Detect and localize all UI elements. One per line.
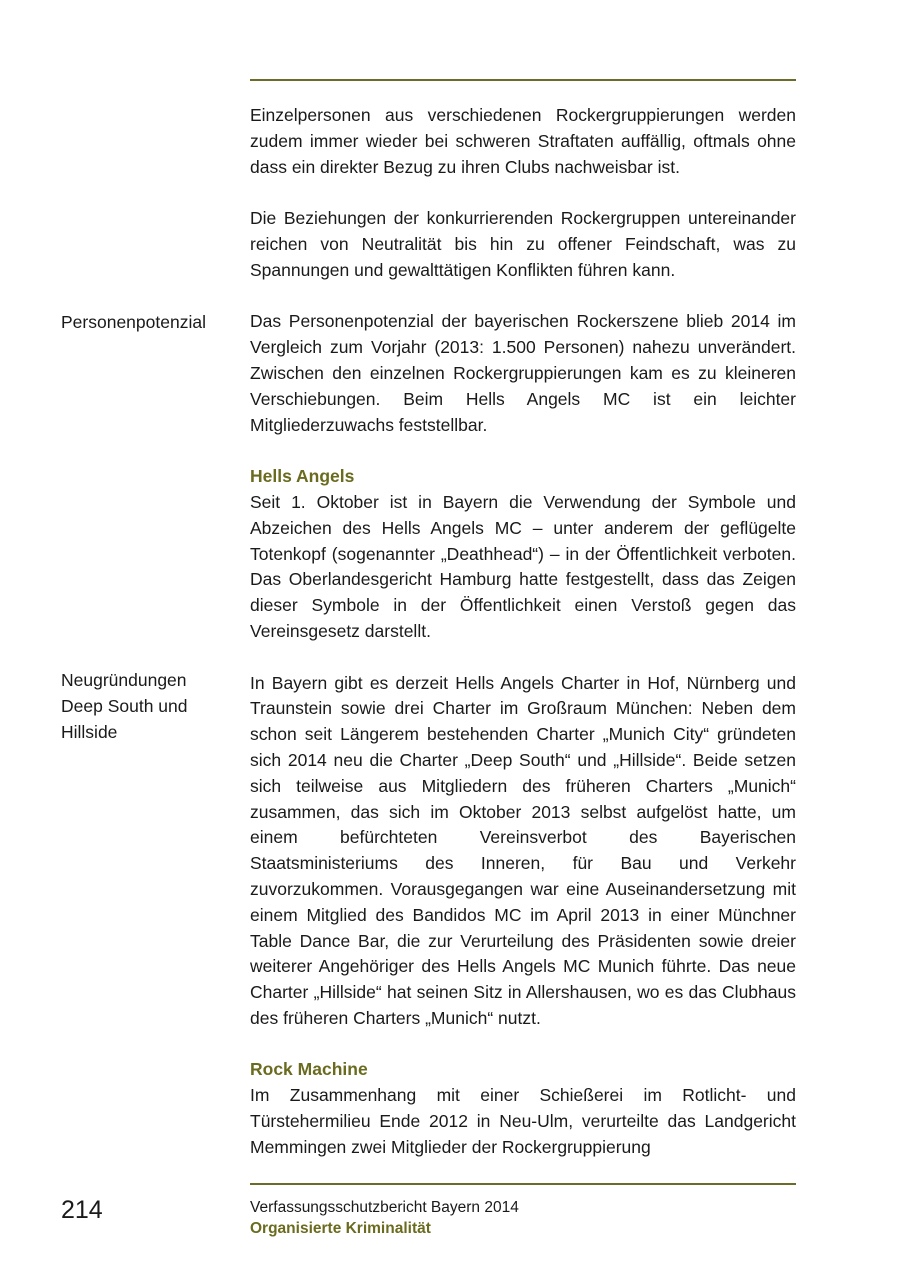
top-rule (250, 79, 796, 81)
paragraph: Einzelpersonen aus verschiedenen Rockergruppierungen werden zudem immer wieder bei schweren Straftaten auffällig, oftmals ohne dass ein direkter Bezug zu ihren Clubs nachweisbar ist. (250, 105, 796, 177)
margin-label-neugruendungen (61, 668, 236, 745)
paragraph-personenpotenzial: Das Personenpotenzial der bayerischen Rockerszene blieb 2014 im Vergleich zum Vorjahr (2013: 1.500 Personen) nahezu unverändert. Zwischen den einzelnen Rockergruppierungen kam es zu kleineren Verschiebungen. Beim Hells Angels MC ist ein leichter Mitgliederzuwachs feststellbar. (250, 311, 796, 435)
footer-report-title: Verfassungsschutzbericht Bayern 2014 (250, 1199, 519, 1216)
heading-hells-angels: Hells Angels (250, 466, 355, 487)
margin-label-line: Deep South und (61, 695, 188, 716)
paragraph: Die Beziehungen der konkurrierenden Rockergruppen untereinander reichen von Neutralität bis hin zu offener Feindschaft, was zu Spannungen und gewalttätigen Konflikten führen kann. (250, 208, 796, 280)
heading-rock-machine: Rock Machine (250, 1059, 368, 1080)
paragraph-neugruendungen: In Bayern gibt es derzeit Hells Angels Charter in Hof, Nürnberg und Traunstein sowie drei Charter im Großraum München: Neben dem schon seit Längerem bestehenden Charter „Munich City“ gründeten sich 2014 neu die Charter „Deep South“ und „Hillside“. Beide setzen sich teilweise aus Mitgliedern des früheren Charters „Munich“ zusammen, das sich im Oktober 2013 selbst aufgelöst hatte, um einem befürchteten Vereinsverbot des Bayerischen Staatsministeriums des Inneren, für Bau und Verkehr zuvorzukommen. Vorausgegangen war eine Auseinandersetzung mit einem Mitglied des Bandidos MC im April 2013 in einer Münchner Table Dance Bar, die zur Verurteilung des Präsidenten sowie dreier weiterer Angehöriger des Hells Angels MC Munich führte. Das neue Charter „Hillside“ hat seinen Sitz in Allershausen, wo es das Clubhaus des früheren Charters „Munich“ nutzt. (250, 672, 796, 1028)
margin-label-personenpotenzial: Personenpotenzial (61, 312, 206, 332)
page-footer (250, 1197, 519, 1239)
footer-section-title: Organisierte Kriminalität (250, 1220, 431, 1237)
paragraph-hells-angels: Seit 1. Oktober ist in Bayern die Verwendung der Symbole und Abzeichen des Hells Angels MC – unter anderem der geflügelte Totenkopf (sogenannter „Deathhead“) – in der Öffentlichkeit verboten. Das Oberlandesgericht Hamburg hatte festgestellt, dass das Zeigen dieser Symbole in der Öffentlichkeit einen Verstoß gegen das Vereinsgesetz darstellt. (250, 491, 796, 641)
page-number: 214 (61, 1196, 103, 1224)
margin-label-line: Neugründungen (61, 670, 187, 690)
bottom-rule (250, 1183, 796, 1185)
main-text-column (250, 103, 796, 1161)
paragraph-rock-machine: Im Zusammenhang mit einer Schießerei im Rotlicht- und Türstehermilieu Ende 2012 in Neu-Ulm, verurteilte das Landgericht Memmingen zwei Mitglieder der Rockergruppierung (250, 1085, 796, 1157)
margin-label-line: Hillside (61, 721, 118, 742)
